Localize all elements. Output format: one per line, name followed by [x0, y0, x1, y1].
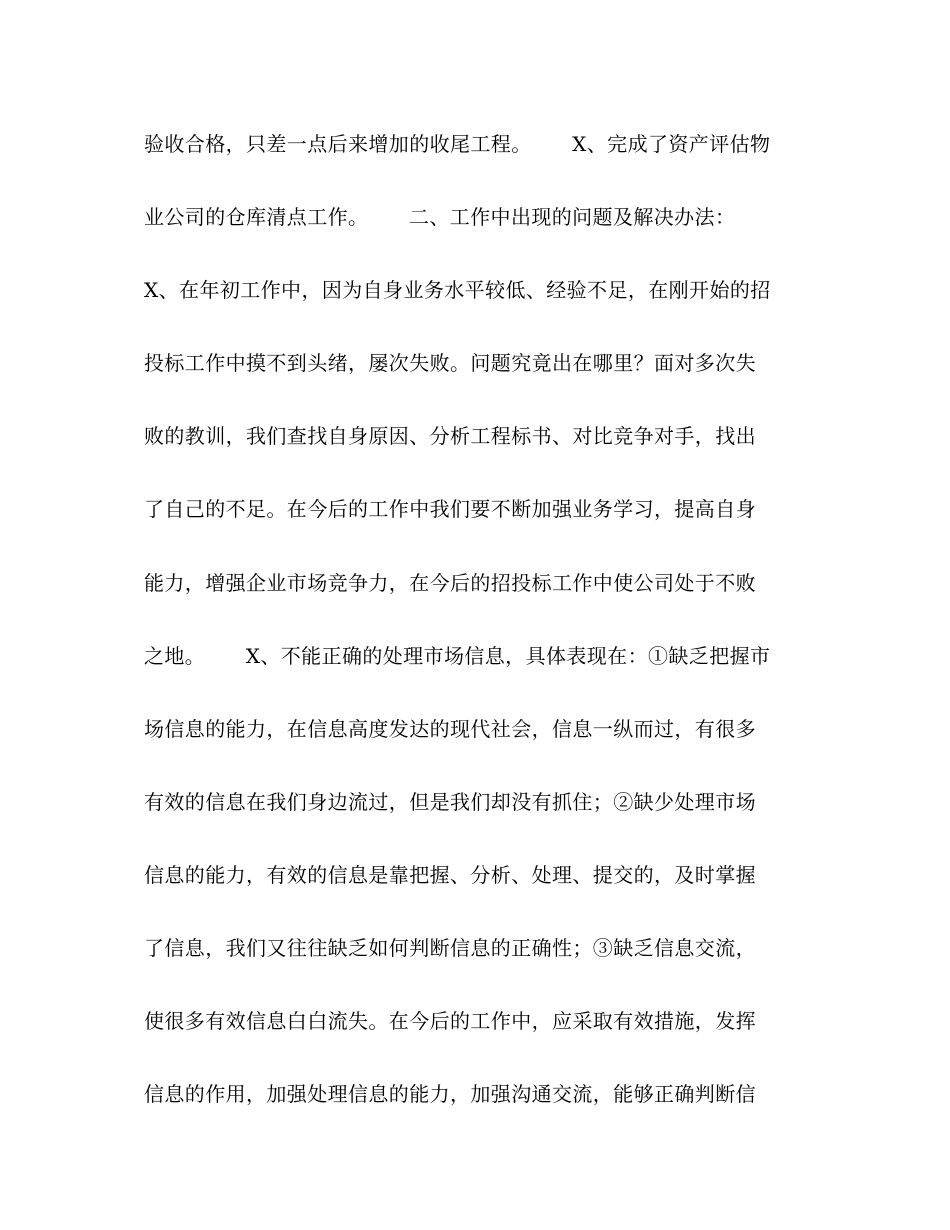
text-line: 信息的能力，有效的信息是靠把握、分析、处理、提交的，及时掌握 [144, 862, 756, 887]
text-line: 场信息的能力，在信息高度发达的现代社会，信息一纵而过，有很多 [144, 716, 756, 741]
text-line: 信息的作用，加强处理信息的能力，加强沟通交流，能够正确判断信 [144, 1082, 756, 1107]
text-line: 了自己的不足。在今后的工作中我们要不断加强业务学习，提高自身 [144, 497, 756, 522]
text-line: 投标工作中摸不到头绪，屡次失败。问题究竟出在哪里？面对多次失 [144, 351, 756, 376]
text-line: 能力，增强企业市场竞争力，在今后的招投标工作中使公司处于不败 [144, 570, 756, 595]
text-line: X、在年初工作中，因为自身业务水平较低、经验不足，在刚开始的招 [144, 278, 771, 303]
text-line: 有效的信息在我们身边流过，但是我们却没有抓住；②缺少处理市场 [144, 789, 756, 814]
text-line: 验收合格，只差一点后来增加的收尾工程。 X、完成了资产评估物 [144, 132, 771, 156]
text-line: 了信息，我们又往往缺乏如何判断信息的正确性；③缺乏信息交流， [144, 936, 756, 961]
body-text [144, 124, 824, 1147]
text-line: 之地。 X、不能正确的处理市场信息，具体表现在：①缺乏把握市 [144, 643, 771, 668]
text-line: 败的教训，我们查找自身原因、分析工程标书、对比竞争对手，找出 [144, 424, 756, 449]
text-line: 业公司的仓库清点工作。 二、工作中出现的问题及解决办法： [144, 205, 736, 230]
text-line: 使很多有效信息白白流失。在今后的工作中，应采取有效措施，发挥 [144, 1009, 756, 1034]
